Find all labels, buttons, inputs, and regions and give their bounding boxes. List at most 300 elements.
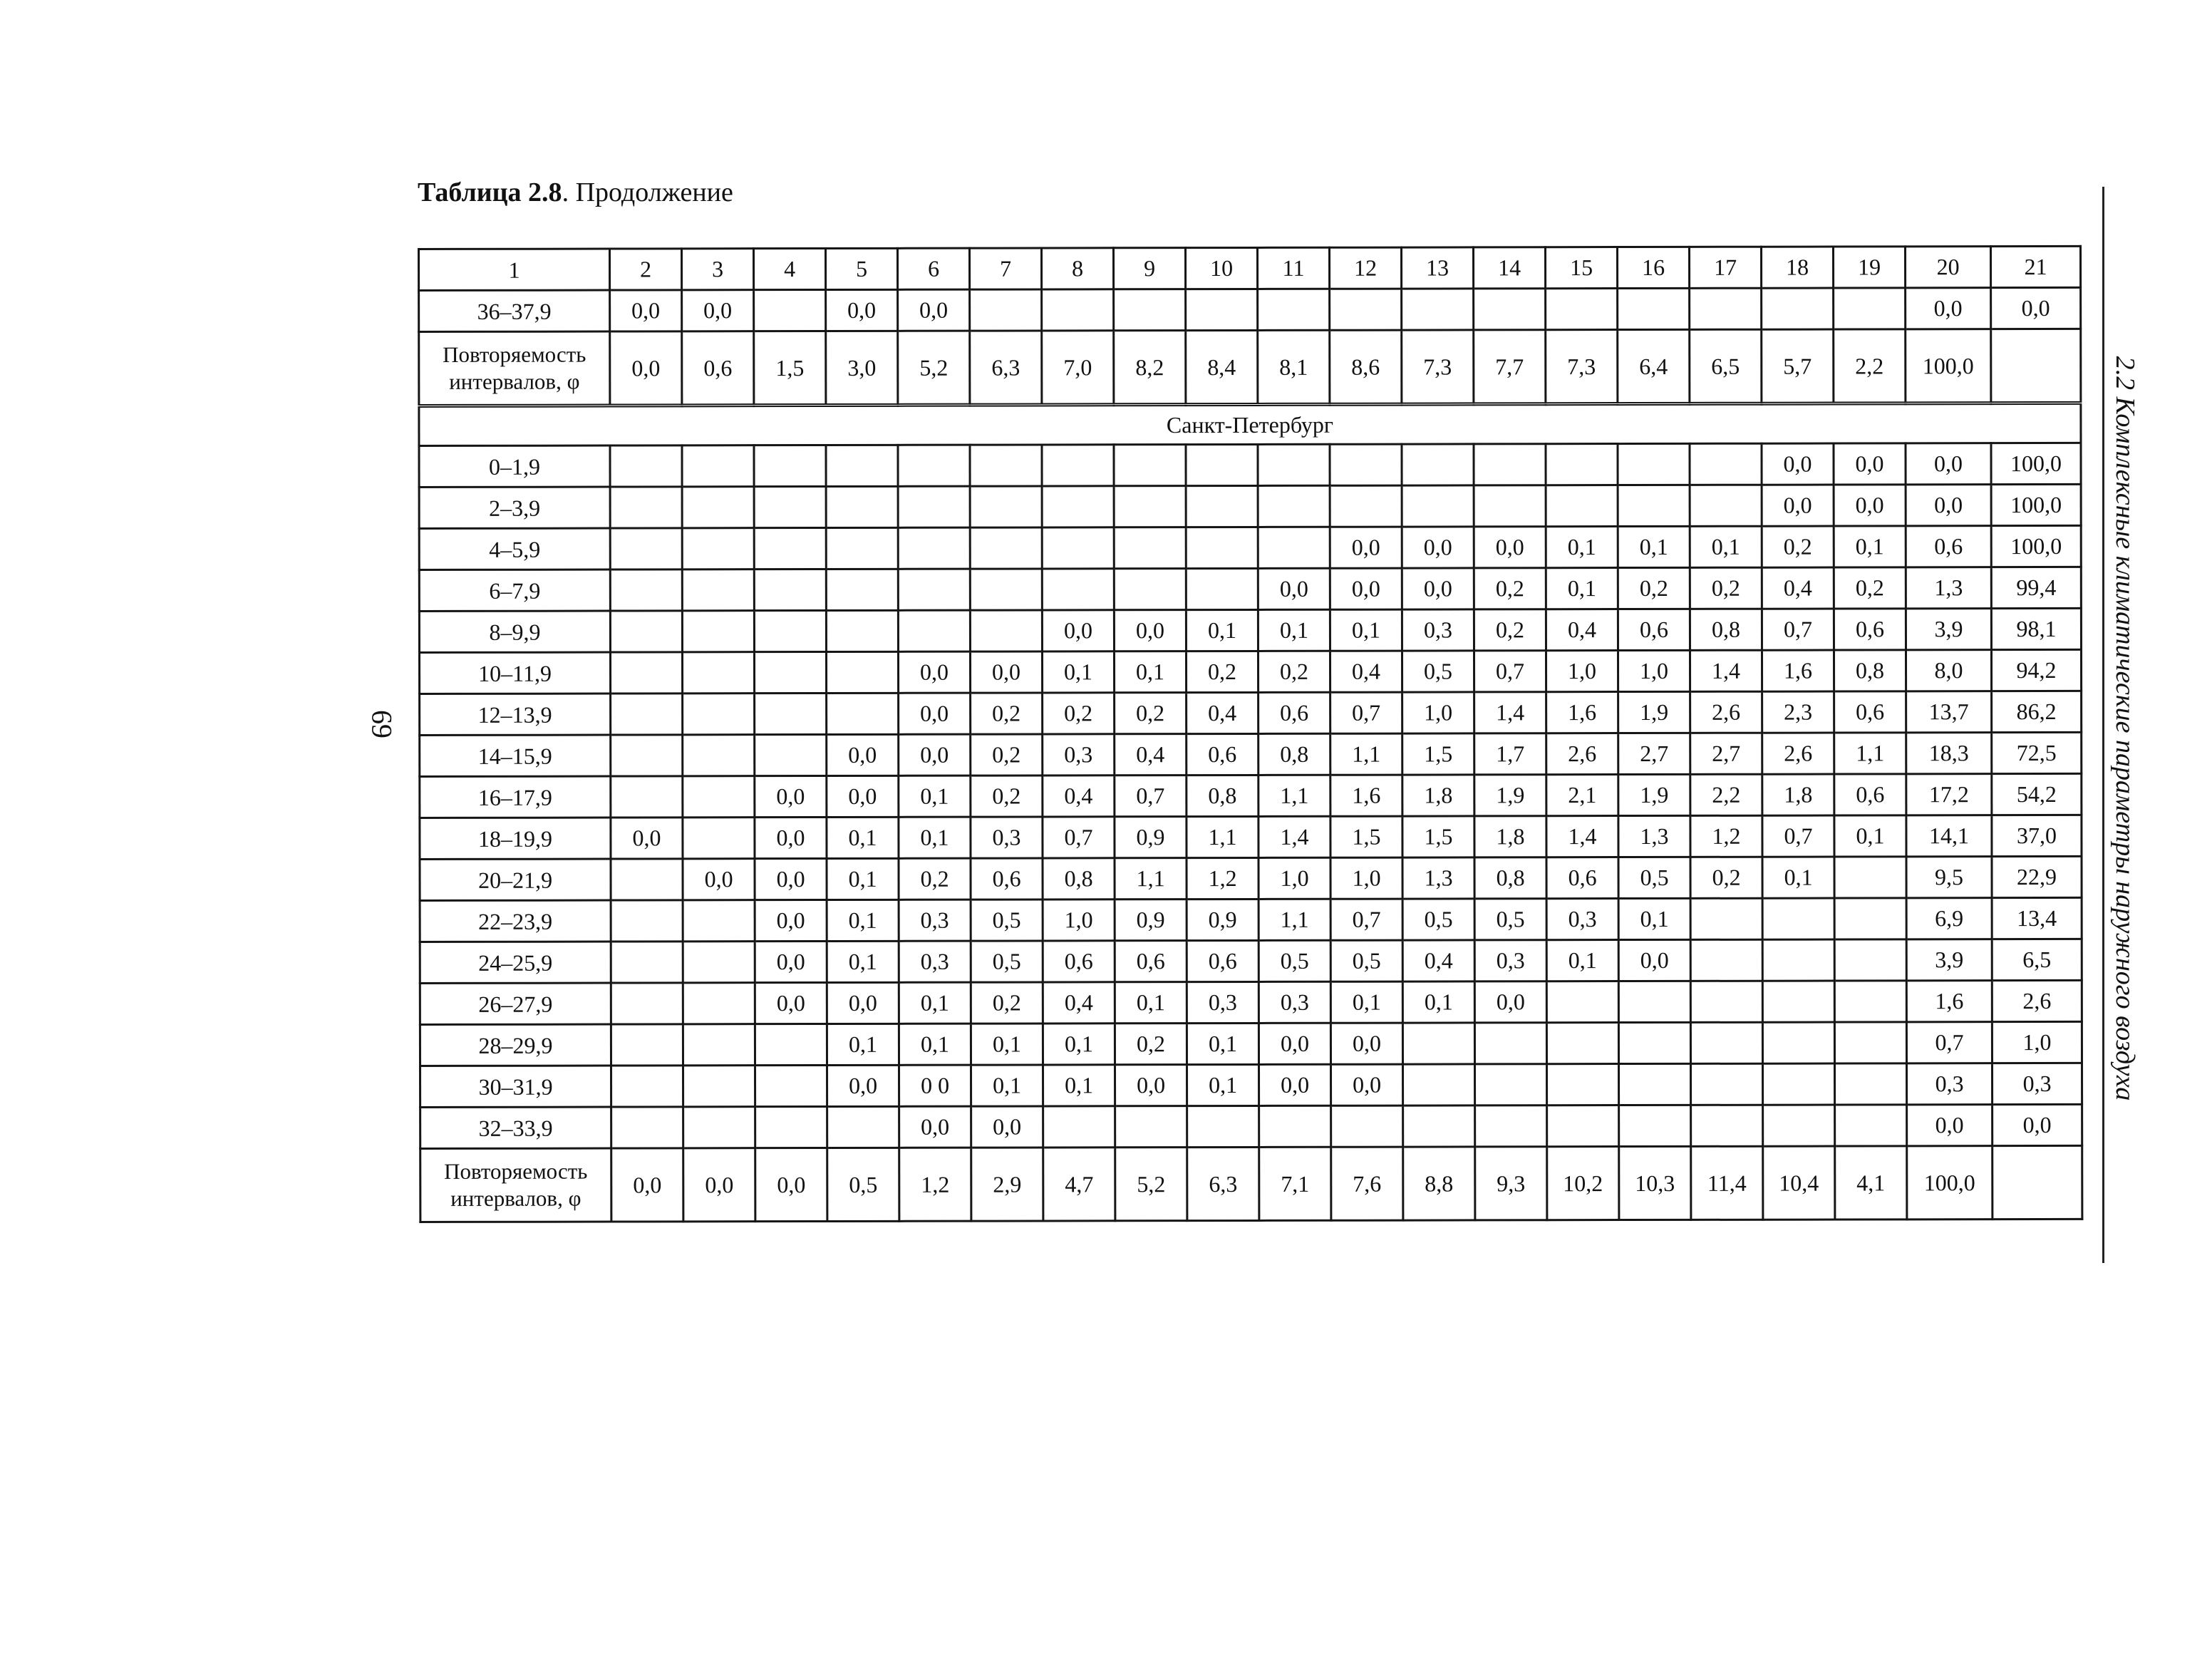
table-row (420, 856, 2082, 900)
table-cell (682, 569, 754, 611)
row-label-cell: 1 (419, 249, 610, 290)
table-cell: 1,0 (1992, 1021, 2082, 1063)
table-cell (1762, 939, 1834, 981)
table-row (419, 287, 2081, 331)
table-cell (1618, 981, 1690, 1022)
table-cell: 0,1 (1187, 1023, 1259, 1064)
table-row (419, 567, 2081, 611)
table-cell (970, 610, 1042, 651)
table-row (420, 1021, 2082, 1066)
row-label-cell: Повторяемость интервалов, φ (419, 331, 610, 406)
table-cell (1835, 1105, 1907, 1146)
table-cell (1114, 486, 1186, 527)
table-cell: 14 (1474, 247, 1546, 289)
table-cell: 0,6 (1187, 733, 1259, 775)
table-cell: 16 (1618, 247, 1690, 288)
table-cell (754, 651, 826, 693)
table-row (419, 608, 2081, 652)
row-label-cell: 30–31,9 (420, 1066, 611, 1107)
table-cell: 2,3 (1762, 691, 1834, 733)
table-cell: 0,0 (683, 859, 755, 900)
row-label-cell: 32–33,9 (420, 1107, 611, 1148)
table-cell (826, 445, 898, 486)
table-cell: 12 (1330, 247, 1402, 289)
table-cell: 11,4 (1691, 1146, 1763, 1220)
table-cell (827, 693, 899, 734)
table-cell: 0,1 (827, 858, 899, 899)
table-cell (898, 527, 970, 569)
table-cell: 0,5 (971, 941, 1043, 982)
row-label-cell: 12–13,9 (420, 694, 611, 735)
table-cell: 0,0 (827, 775, 899, 817)
table-cell: 0,7 (1115, 775, 1187, 817)
table-cell: 13,4 (1992, 897, 2082, 939)
table-row (420, 732, 2082, 776)
table-cell: 100,0 (1906, 329, 1991, 403)
table-cell: 0,4 (1187, 692, 1259, 733)
table-cell: 0,4 (1762, 567, 1834, 609)
table-cell: 22,9 (1992, 856, 2082, 897)
table-cell (1114, 289, 1186, 331)
table-cell: 0,0 (610, 331, 682, 406)
table-cell: 0,2 (1474, 568, 1546, 609)
table-cell (898, 610, 970, 651)
table-cell (1258, 485, 1330, 527)
table-cell: 9,5 (1906, 857, 1992, 898)
table-cell: 0,0 (611, 818, 683, 859)
running-head-rule (2102, 187, 2104, 1263)
table-cell: 0,0 (898, 289, 970, 331)
row-label-cell: 14–15,9 (420, 735, 611, 776)
table-cell: 3,0 (826, 331, 898, 405)
table-cell: 0,0 (1115, 1065, 1187, 1106)
table-cell: 0,0 (1762, 485, 1834, 526)
table-cell: 1,5 (1330, 816, 1402, 857)
table-row (420, 691, 2082, 735)
table-cell: 1,3 (1402, 857, 1474, 899)
table-cell: 0,7 (1762, 609, 1834, 650)
table-cell: 0,0 (971, 1106, 1043, 1148)
table-cell: 0,0 (827, 982, 899, 1024)
table-cell (1690, 898, 1762, 939)
table-cell: 0,2 (971, 693, 1043, 734)
table-cell: 0,7 (1330, 899, 1402, 940)
table-cell (611, 1024, 683, 1066)
table-cell: 0,1 (1546, 940, 1618, 981)
table-row (419, 525, 2081, 569)
table-cell: 0,1 (1402, 981, 1474, 1023)
table-cell: 0,7 (1474, 651, 1546, 692)
table-cell (898, 486, 970, 527)
table-cell: 0,1 (899, 775, 971, 817)
table-cell: 18 (1761, 247, 1833, 288)
table-cell: 0,6 (1115, 941, 1187, 982)
table-cell: 0,6 (682, 331, 754, 406)
table-cell (1258, 527, 1330, 568)
table-cell: 1,0 (1259, 857, 1330, 899)
table-cell: 0,1 (1186, 609, 1258, 651)
table-cell (1114, 569, 1186, 610)
city-section-heading: Санкт-Петербург (419, 403, 2081, 445)
table-cell (755, 1065, 827, 1106)
table-cell: 0,4 (1043, 982, 1115, 1024)
table-cell (1834, 288, 1906, 329)
table-cell: 14,1 (1906, 815, 1992, 857)
table-cell: 0,0 (1993, 1104, 2082, 1145)
table-cell: 0,2 (1258, 651, 1330, 692)
table-row (419, 484, 2081, 528)
table-cell: 10 (1186, 247, 1258, 289)
table-cell: 0,0 (1618, 939, 1690, 981)
table-row (420, 939, 2082, 983)
table-cell (611, 694, 683, 735)
table-cell (1547, 1064, 1619, 1105)
table-row (420, 1063, 2082, 1107)
table-cell: 7 (970, 248, 1042, 289)
table-cell (611, 983, 683, 1024)
table-cell: 0,1 (1114, 651, 1186, 693)
table-cell: 19 (1833, 247, 1905, 288)
table-cell: 3,9 (1906, 939, 1992, 981)
table-cell: 1,8 (1762, 774, 1834, 815)
table-cell (1691, 1105, 1763, 1146)
table-cell: 0,6 (1259, 692, 1330, 733)
table-cell: 98,1 (1991, 608, 2081, 649)
table-cell: 0,1 (1834, 815, 1906, 857)
table-row (419, 443, 2081, 487)
table-row (420, 773, 2082, 818)
table-cell: 0,0 (682, 290, 754, 331)
table-cell: 0,1 (1258, 609, 1330, 651)
table-cell (1546, 981, 1618, 1023)
table-cell: 99,4 (1991, 567, 2081, 608)
table-cell: 0,2 (1834, 567, 1906, 609)
table-cell (1834, 1063, 1906, 1105)
table-cell (683, 735, 755, 776)
running-head: 2.2 Комплексные климатические параметры наружного воздуха (2110, 356, 2140, 1101)
table-cell: 0,3 (899, 941, 971, 982)
table-cell: 0,0 (1259, 1064, 1331, 1105)
table-cell: 86,2 (1992, 691, 2082, 732)
table-cell: 2,7 (1618, 733, 1690, 774)
table-cell (826, 527, 898, 569)
row-label-cell: 26–27,9 (420, 983, 611, 1024)
table-cell: 0,2 (1474, 609, 1546, 651)
table-cell (1330, 444, 1402, 485)
table-cell: 0,5 (971, 899, 1043, 941)
table-cell (682, 487, 754, 528)
table-cell: 0,1 (1115, 982, 1187, 1024)
table-cell (611, 735, 683, 776)
table-cell (611, 776, 683, 818)
table-cell (1042, 569, 1114, 610)
table-cell: 37,0 (1992, 815, 2082, 856)
table-cell: 2,2 (1834, 329, 1906, 403)
table-cell: 0,0 (899, 734, 971, 775)
table-cell: 0,8 (1043, 858, 1115, 899)
table-cell: 11 (1258, 247, 1330, 289)
row-label-cell: 28–29,9 (420, 1024, 611, 1066)
table-cell (970, 486, 1042, 527)
table-cell: 0,0 (1258, 568, 1330, 609)
table-cell (826, 651, 898, 693)
table-cell: 18,3 (1906, 733, 1992, 774)
table-cell: 0,0 (1906, 288, 1991, 329)
table-cell (1618, 485, 1690, 526)
table-cell (1834, 857, 1906, 898)
table-cell: 3 (682, 249, 754, 290)
table-cell: 0,2 (1618, 567, 1690, 609)
table-cell: 8,4 (1186, 330, 1258, 404)
table-cell: 0,2 (1690, 567, 1762, 609)
table-cell (682, 652, 754, 694)
table-cell (610, 445, 682, 487)
table-cell: 0,0 (755, 775, 827, 817)
table-cell (1403, 1105, 1475, 1147)
table-cell: 2,7 (1690, 733, 1762, 774)
table-cell: 8 (1042, 248, 1114, 289)
table-cell (611, 1107, 683, 1148)
table-cell: 0,1 (827, 899, 899, 941)
table-cell: 0,2 (971, 734, 1043, 775)
table-cell: 0,0 (827, 1065, 899, 1106)
table-cell (1042, 445, 1114, 486)
table-cell: 0,1 (1546, 568, 1618, 609)
table-cell: 0,2 (899, 858, 971, 899)
table-cell: 0,3 (1259, 981, 1330, 1023)
row-label-cell: 8–9,9 (419, 611, 610, 652)
table-cell: 0,5 (827, 1148, 899, 1221)
table-cell (898, 445, 970, 486)
table-cell: 0,8 (1690, 609, 1762, 650)
table-cell: 7,1 (1259, 1147, 1331, 1220)
table-cell: 100,0 (1991, 525, 2081, 567)
table-cell (1762, 1022, 1834, 1063)
table-cell (1834, 898, 1906, 939)
table-cell: 0,3 (1043, 734, 1115, 775)
table-cell (1186, 289, 1258, 330)
table-cell: 0 0 (899, 1065, 971, 1106)
table-cell: 1,6 (1762, 650, 1834, 691)
table-cell (1402, 1023, 1474, 1064)
table-cell (1763, 1063, 1835, 1105)
table-cell (1114, 445, 1186, 486)
table-cell (755, 734, 827, 775)
table-cell: 0,8 (1474, 857, 1546, 899)
table-cell: 0,8 (1259, 733, 1330, 775)
climate-table (418, 245, 2083, 1223)
table-cell: 1,1 (1259, 775, 1330, 816)
table-cell: 0,9 (1115, 899, 1187, 941)
table-cell (611, 900, 683, 942)
table-cell: 0,3 (1906, 1063, 1992, 1105)
table-cell: 1,1 (1330, 733, 1402, 775)
table-cell: 0,8 (1834, 650, 1906, 691)
table-cell: 0,1 (1762, 857, 1834, 898)
table-cell: 0,2 (1115, 693, 1187, 734)
row-label-cell: Повторяемость интервалов, φ (420, 1148, 611, 1222)
table-cell (683, 983, 755, 1024)
table-cell: 6,4 (1618, 329, 1690, 403)
table-cell (1834, 981, 1906, 1022)
table-cell: 1,5 (1402, 733, 1474, 775)
table-cell (754, 528, 826, 569)
table-cell: 0,5 (1618, 857, 1690, 898)
table-cell: 0,0 (1906, 485, 1991, 526)
table-cell (754, 445, 826, 487)
table-cell: 1,0 (1330, 857, 1402, 899)
row-label-cell: 0–1,9 (419, 445, 610, 487)
table-cell: 1,9 (1618, 774, 1690, 815)
table-cell (1762, 981, 1834, 1022)
table-cell (1763, 1105, 1835, 1146)
table-cell: 0,2 (1115, 1024, 1187, 1065)
row-label-cell: 10–11,9 (419, 652, 610, 694)
table-cell: 1,4 (1474, 692, 1546, 733)
table-cell (1186, 485, 1258, 527)
table-cell (1546, 444, 1618, 485)
table-cell: 0,1 (827, 941, 899, 982)
table-cell (683, 694, 755, 735)
table-cell (826, 486, 898, 527)
table-cell: 0,0 (1906, 443, 1991, 485)
table-cell: 2 (610, 249, 682, 290)
row-label-cell: 4–5,9 (419, 528, 610, 569)
table-cell (1475, 1064, 1547, 1105)
table-cell (1618, 288, 1690, 329)
table-cell: 0,2 (1690, 857, 1762, 898)
table-cell: 0,1 (971, 1024, 1043, 1065)
table-cell: 0,3 (971, 817, 1043, 858)
table-cell (1331, 1105, 1403, 1147)
table-cell (682, 528, 754, 569)
table-cell: 0,0 (1834, 443, 1906, 485)
table-cell (1402, 485, 1474, 527)
table-cell: 0,1 (1618, 526, 1690, 567)
table-cell: 0,1 (971, 1065, 1043, 1106)
table-cell (754, 290, 826, 331)
table-cell: 8,8 (1403, 1147, 1475, 1220)
table-cell: 1,8 (1402, 775, 1474, 816)
table-cell (1762, 898, 1834, 939)
table-cell: 0,1 (899, 1024, 971, 1065)
table-cell (970, 527, 1042, 569)
table-cell: 6 (898, 248, 970, 289)
table-cell (1993, 1145, 2082, 1219)
table-cell: 0,1 (1546, 527, 1618, 568)
table-cell: 0,5 (1330, 940, 1402, 981)
table-cell (755, 1024, 827, 1065)
table-cell: 9,3 (1475, 1147, 1547, 1220)
table-cell: 0,4 (1043, 775, 1115, 817)
table-cell: 2,2 (1690, 774, 1762, 815)
row-label-cell: 20–21,9 (420, 859, 611, 900)
table-cell (754, 569, 826, 611)
table-cell: 15 (1546, 247, 1618, 289)
table-cell: 4,1 (1835, 1146, 1907, 1220)
table-cell: 4,7 (1043, 1148, 1115, 1221)
table-cell: 1,6 (1906, 981, 1992, 1022)
table-cell (1690, 443, 1762, 485)
table-cell: 72,5 (1992, 732, 2082, 773)
table-cell: 0,0 (611, 1148, 683, 1222)
table-cell (827, 1106, 899, 1148)
table-cell: 0,3 (1546, 899, 1618, 940)
table-cell: 0,0 (898, 651, 970, 693)
table-cell: 0,5 (1402, 899, 1474, 940)
table-cell: 0,0 (755, 899, 827, 941)
table-cell (1991, 329, 2081, 403)
table-cell: 1,9 (1618, 691, 1690, 733)
table-cell (754, 487, 826, 528)
table-cell (1690, 485, 1762, 526)
table-cell: 4 (754, 249, 826, 290)
table-cell: 0,0 (899, 1106, 971, 1148)
table-cell (1186, 444, 1258, 485)
table-cell: 8,2 (1114, 331, 1186, 405)
table-cell (1619, 1105, 1691, 1146)
table-cell (1186, 527, 1258, 568)
table-cell (1546, 1023, 1618, 1064)
table-cell (1690, 1022, 1762, 1063)
table-cell: 0,2 (1043, 693, 1115, 734)
table-cell: 1,0 (1618, 650, 1690, 691)
table-body (419, 246, 2082, 1222)
table-cell: 6,5 (1690, 329, 1762, 403)
table-cell: 0,7 (1043, 817, 1115, 858)
table-cell: 1,6 (1546, 692, 1618, 733)
table-cell: 6,9 (1906, 898, 1992, 939)
table-cell: 5 (826, 248, 898, 289)
table-cell: 0,9 (1187, 899, 1259, 940)
table-cell: 0,0 (1402, 527, 1474, 568)
table-cell (683, 776, 755, 818)
table-cell (683, 818, 755, 859)
table-cell: 7,7 (1474, 330, 1546, 404)
frequency-total-row (420, 1145, 2082, 1222)
table-cell (1618, 1022, 1690, 1063)
table-cell (1691, 1063, 1763, 1105)
table-cell: 0,6 (1834, 774, 1906, 815)
table-cell: 0,4 (1330, 651, 1402, 692)
table-cell: 8,1 (1258, 330, 1330, 404)
table-row (420, 815, 2082, 859)
table-cell: 3,9 (1906, 609, 1991, 650)
table-cell: 0,0 (1330, 1023, 1402, 1064)
table-cell: 0,3 (1402, 609, 1474, 651)
table-cell: 1,4 (1259, 816, 1330, 857)
table-cell: 0,1 (1042, 651, 1114, 693)
table-cell: 0,7 (1330, 692, 1402, 733)
table-cell: 0,0 (1042, 610, 1114, 651)
table-cell: 1,5 (1402, 816, 1474, 857)
city-section-row (419, 403, 2081, 445)
table-cell (1115, 1106, 1187, 1148)
table-cell: 21 (1990, 246, 2080, 287)
table-cell (755, 693, 827, 734)
table-cell: 1,2 (1187, 857, 1259, 899)
table-cell: 0,0 (1402, 568, 1474, 609)
table-cell: 1,2 (899, 1148, 971, 1221)
table-cell: 6,3 (1187, 1147, 1259, 1220)
table-cell: 5,2 (1115, 1148, 1187, 1221)
table-cell: 0,5 (1474, 899, 1546, 940)
page-number: 69 (366, 710, 398, 738)
table-cell (1474, 289, 1546, 330)
table-cell: 0,1 (899, 982, 971, 1024)
table-cell: 8,0 (1906, 650, 1991, 691)
table-cell: 0,6 (1906, 526, 1991, 567)
